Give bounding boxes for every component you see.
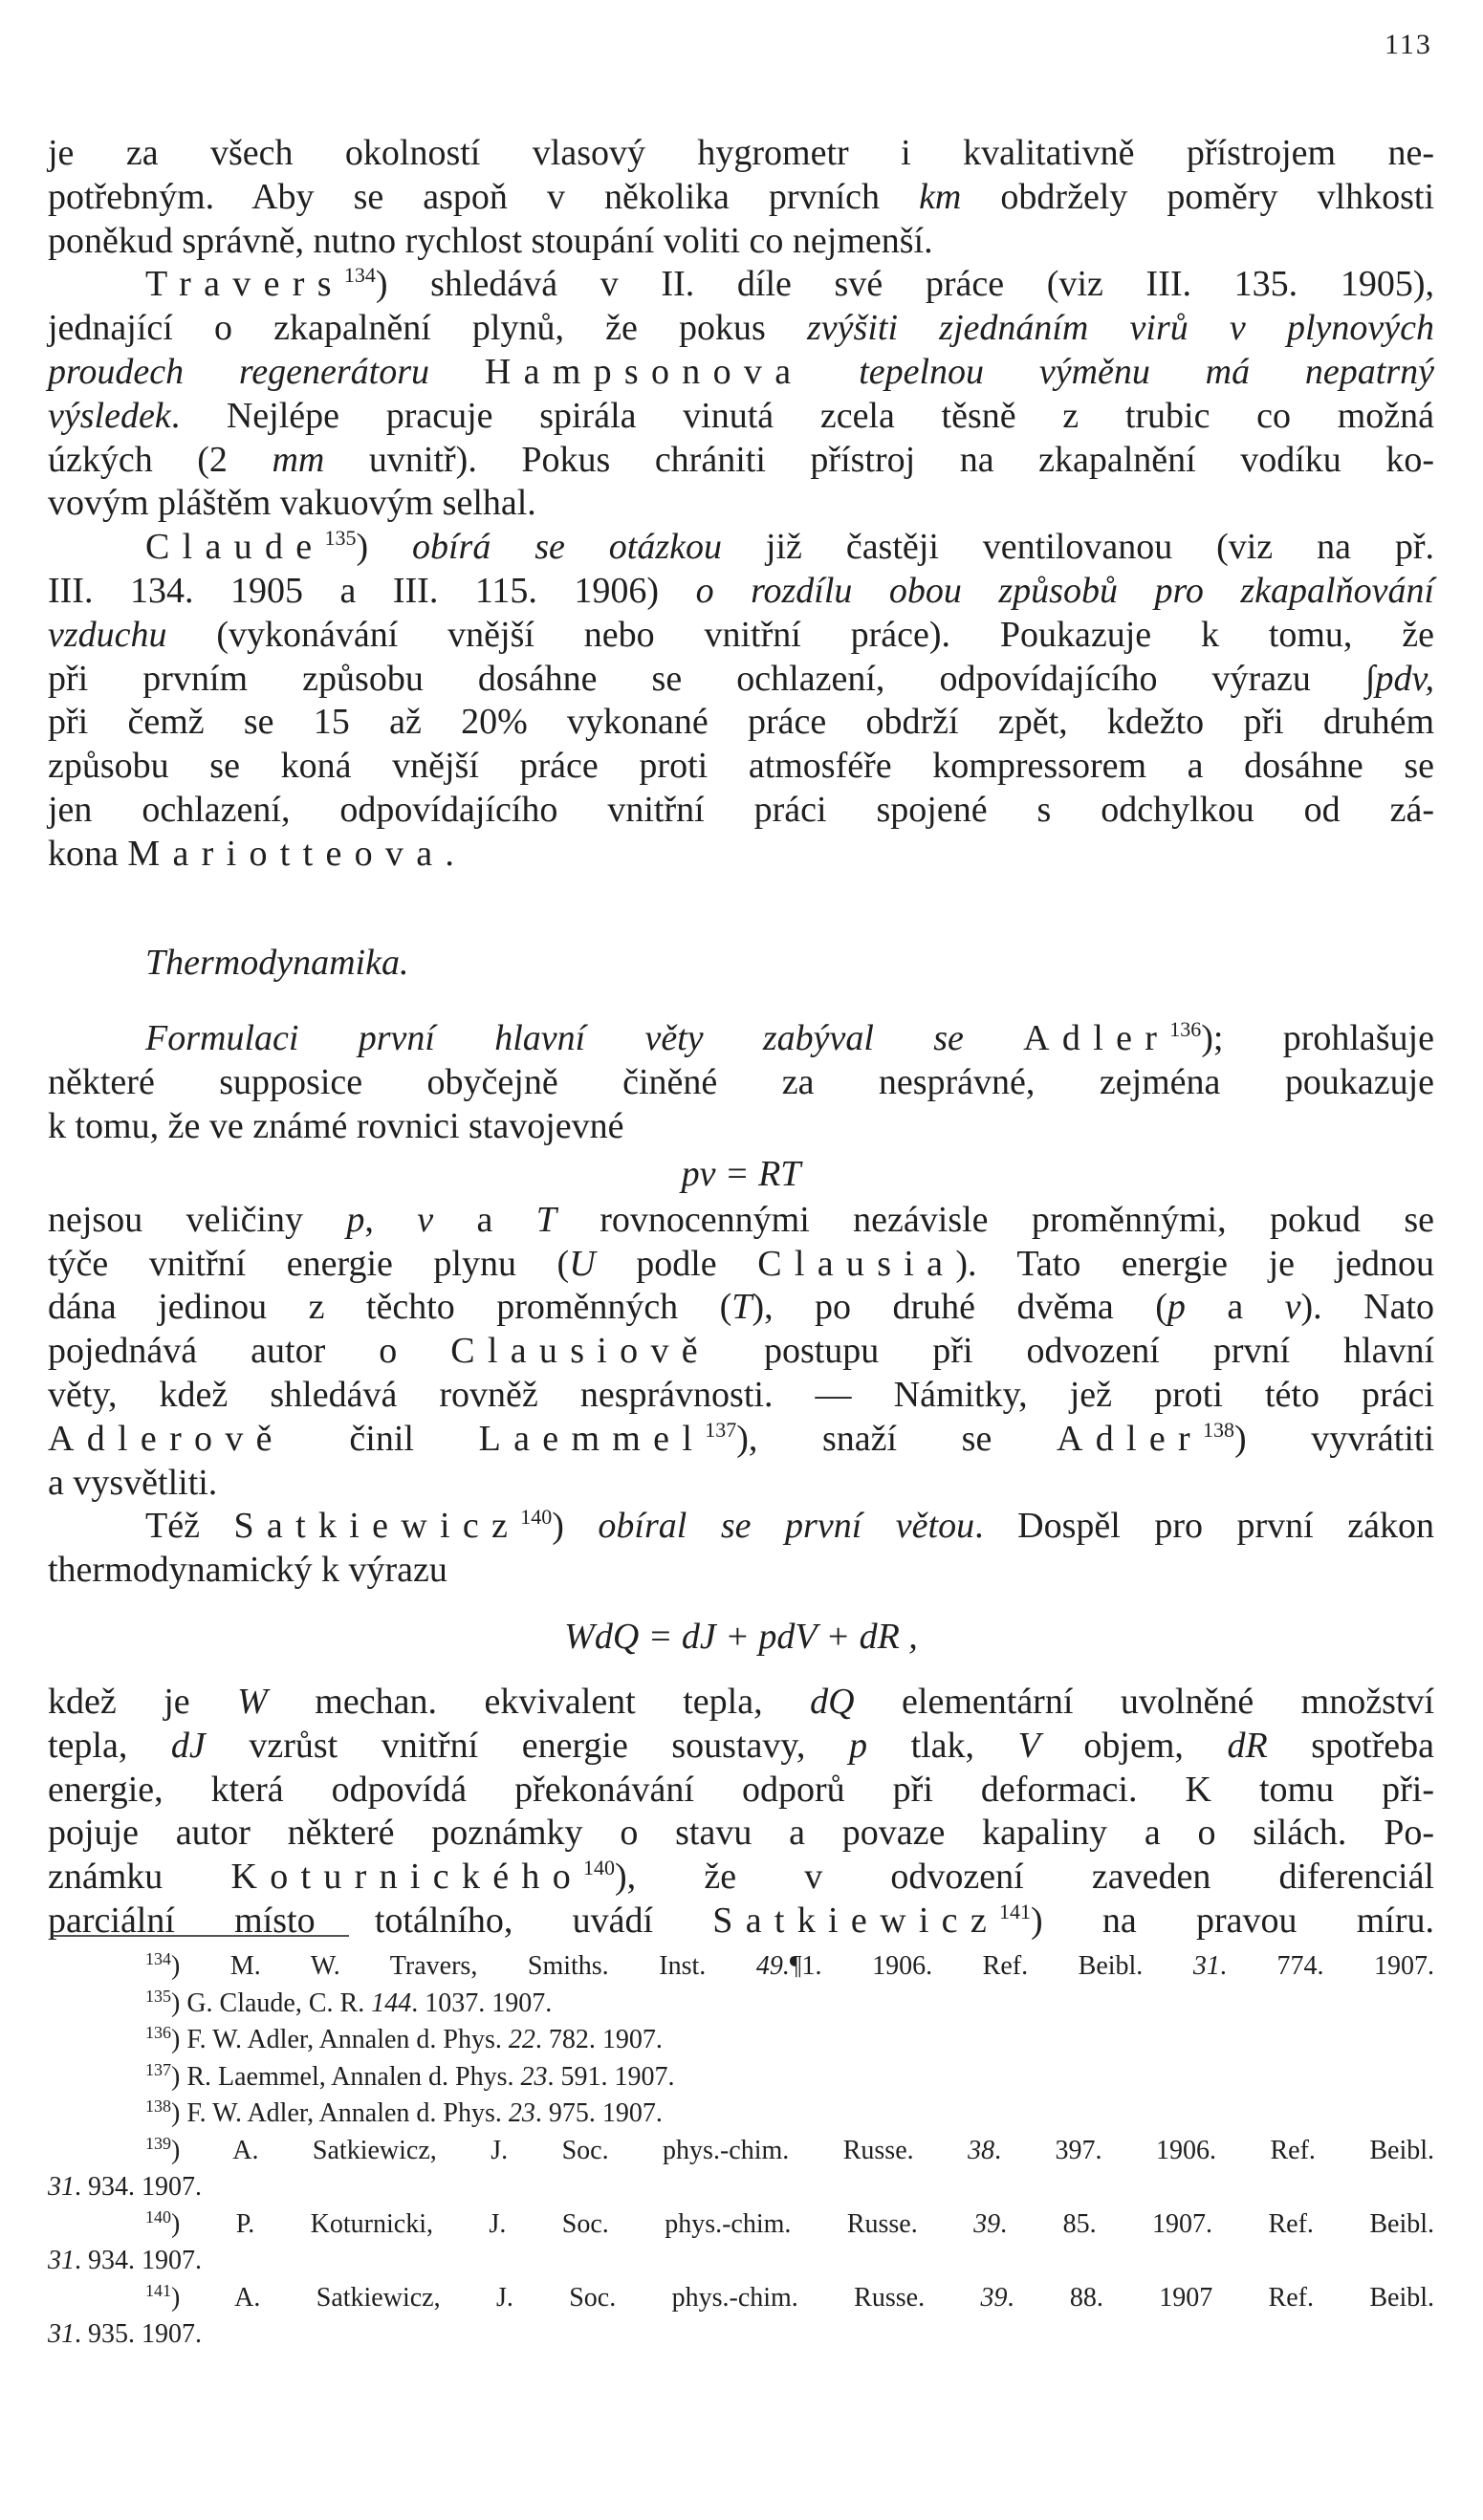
footnote-ref: 134 [343,263,376,288]
footnote-134: $^{134}$) M. W. Travers, Smiths. Inst. 49.¶1. 1906. Ref. Beibl. 31. 774. 1907. [145,1949,1435,1981]
p5-line-8: parciální místo totálního, uvádí Satkiewicz$^{141}$) na pravou míru. [48,1899,1434,1941]
p2-line-5: úzkých (2 mm uvnitř). Pokus chrániti přístroj na zkapalnění vodíku ko- [48,439,1434,480]
footnote-137: $^{137}$) R. Laemmel, Annalen d. Phys. 23. 591. 1907. [145,2059,675,2092]
p4-line-3: k tomu, že ve známé rovnici stavojevné [48,1105,624,1146]
p1-line-2: potřebným. Aby se aspoň v několika prvních km obdržely poměry vlhkosti [48,176,1435,217]
p4-line-2: některé supposice obyčejně činěné za nesprávné, zejména poukazuje [48,1062,1434,1103]
footnote-ref: 137 [705,1417,737,1442]
p4-line-6: dána jedinou z těchto proměnných (T), po druhé dvěma (p a v). Nato [48,1287,1435,1328]
p3-line-2: III. 134. 1905 a III. 115. 1906) o rozdílu obou způsobů pro zkapalňování [48,570,1434,611]
author-name: Travers [145,264,344,305]
equation-first-law: WdQ = dJ + pdV + dR , [564,1616,918,1657]
author-name: Adlerově [48,1418,285,1459]
footnote-136: $^{136}$) F. W. Adler, Annalen d. Phys. 22. 782. 1907. [145,2023,663,2054]
footnote-ref: 138 [1202,1417,1234,1442]
author-name: Claude [145,527,325,568]
p2-line-3: proudech regenerátoru Hampsonova tepelnou výměnu má nepatrný [48,351,1435,392]
p3-line-3: vzduchu (vykonávání vnější nebo vnitřní práce). Poukazuje k tomu, že [48,614,1434,655]
author-name: Adler [1056,1418,1203,1459]
p4-line-10: a vysvětliti. [48,1462,218,1503]
author-name: Koturnického [230,1857,584,1898]
footnotes [48,1948,1434,2354]
footnote-135: $^{135}$) G. Claude, C. R. 144. 1037. 1907. [145,1986,553,2018]
author-name: Clausia [757,1243,956,1284]
footnote-138: $^{138}$) F. W. Adler, Annalen d. Phys. 23. 975. 1907. [145,2096,663,2128]
p5-line-6: pojuje autor některé poznámky o stavu a povaze kapaliny a o silách. Po- [48,1813,1434,1854]
footnote-140-cont: 31. 934. 1907. [48,2246,202,2275]
p3-line-8: kona Mariotteova. [48,833,454,874]
footnote-divider [53,1935,349,1937]
author-name: Laemmel [478,1418,706,1459]
footnote-141-cont: 31. 935. 1907. [48,2319,202,2349]
p2-line-6: vovým pláštěm vakuovým selhal. [48,483,536,524]
p4-line-9: Adlerově činil Laemmel$^{137}$), snaží se Adler$^{138}$) vyvrátiti [48,1417,1435,1459]
footnote-141: $^{141}$) A. Satkiewicz, J. Soc. phys.-chim. Russe. 39. 88. 1907 Ref. Beibl. [145,2280,1435,2313]
p5-line-7: známku Koturnického$^{140}$), že v odvození zaveden diferenciál [48,1856,1434,1898]
footnote-ref: 141 [999,1899,1032,1923]
p3-line-4: při prvním způsobu dosáhne se ochlazení, odpovídajícího výrazu ∫pdv, [48,658,1434,699]
p3-line-6: způsobu se koná vnější práce proti atmosféře kompressorem a dosáhne se [48,746,1434,787]
p1-line-3: poněkud správně, nutno rychlost stoupání voliti co nejmenší. [48,220,933,261]
p5-line-3: kdež je W mechan. ekvivalent tepla, dQ elementární uvolněné množství [48,1681,1435,1722]
author-name: Clausiově [450,1331,710,1372]
p4-line-7: pojednává autor o Clausiově postupu při odvození první hlavní [48,1331,1434,1372]
body-text [48,132,1434,1944]
author-name: Mariotteova [127,833,446,874]
p5-line-5: energie, která odpovídá překonávání odporů při deformaci. K tomu při- [48,1769,1434,1810]
p4-line-5: týče vnitřní energie plynu (U podle Clausia). Tato energie je jednou [48,1243,1435,1284]
footnote-139-cont: 31. 934. 1907. [48,2172,202,2202]
p3-line-7: jen ochlazení, odpovídajícího vnitřní práci spojené s odchylkou od zá- [48,789,1434,830]
p4-line-8: věty, kdež shledává rovněž nesprávnosti. — Námitky, jež proti této práci [48,1374,1434,1415]
p2-line-1: Travers$^{134}$) shledává v II. díle své práce (viz III. 135. 1905), [145,263,1434,305]
footnote-ref: 140 [583,1856,616,1880]
author-name: Hampsonova [484,351,804,392]
author-name: Adler [1023,1018,1170,1059]
footnote-139: $^{139}$) A. Satkiewicz, J. Soc. phys.-chim. Russe. 38. 397. 1906. Ref. Beibl. [145,2133,1435,2165]
author-name: Satkiewicz [233,1506,521,1547]
footnote-ref: 140 [520,1505,553,1530]
footnote-ref: 135 [324,526,357,551]
p2-line-2: jednající o zkapalnění plynů, že pokus zvýšiti zjednáním virů v plynových [48,308,1434,349]
page-number: 113 [1385,29,1432,60]
section-heading: Thermodynamika. [145,942,409,983]
p5-line-4: tepla, dJ vzrůst vnitřní energie soustavy, p tlak, V objem, dR spotřeba [48,1725,1434,1766]
author-name: Satkiewicz [712,1900,1000,1941]
p4-line-4: nejsou veličiny p, v a T rovnocennými nezávisle proměnnými, pokud se [48,1199,1435,1240]
p3-line-5: při čemž se 15 až 20% vykonané práce obdrží zpět, kdežto při druhém [48,702,1434,743]
p5-line-1: Též Satkiewicz$^{140}$) obíral se první větou. Dospěl pro první zákon [145,1505,1434,1547]
p4-line-1: Formulaci první hlavní věty zabýval se Adler$^{136}$); prohlašuje [145,1017,1434,1059]
p5-line-2: thermodynamický k výrazu [48,1550,447,1591]
p1-line-1: je za všech okolností vlasový hygrometr i kvalitativně přístrojem ne- [48,133,1434,173]
p2-line-4: výsledek. Nejlépe pracuje spirála vinutá zcela těsně z trubic co možná [48,395,1434,436]
footnote-ref: 136 [1169,1017,1202,1042]
p3-line-1: Claude$^{135}$) obírá se otázkou již častěji ventilovanou (viz na př. [145,526,1435,568]
footnote-140: $^{140}$) P. Koturnicki, J. Soc. phys.-chim. Russe. 39. 85. 1907. Ref. Beibl. [145,2206,1435,2239]
equation-pv-rt: pv = RT [681,1153,801,1194]
